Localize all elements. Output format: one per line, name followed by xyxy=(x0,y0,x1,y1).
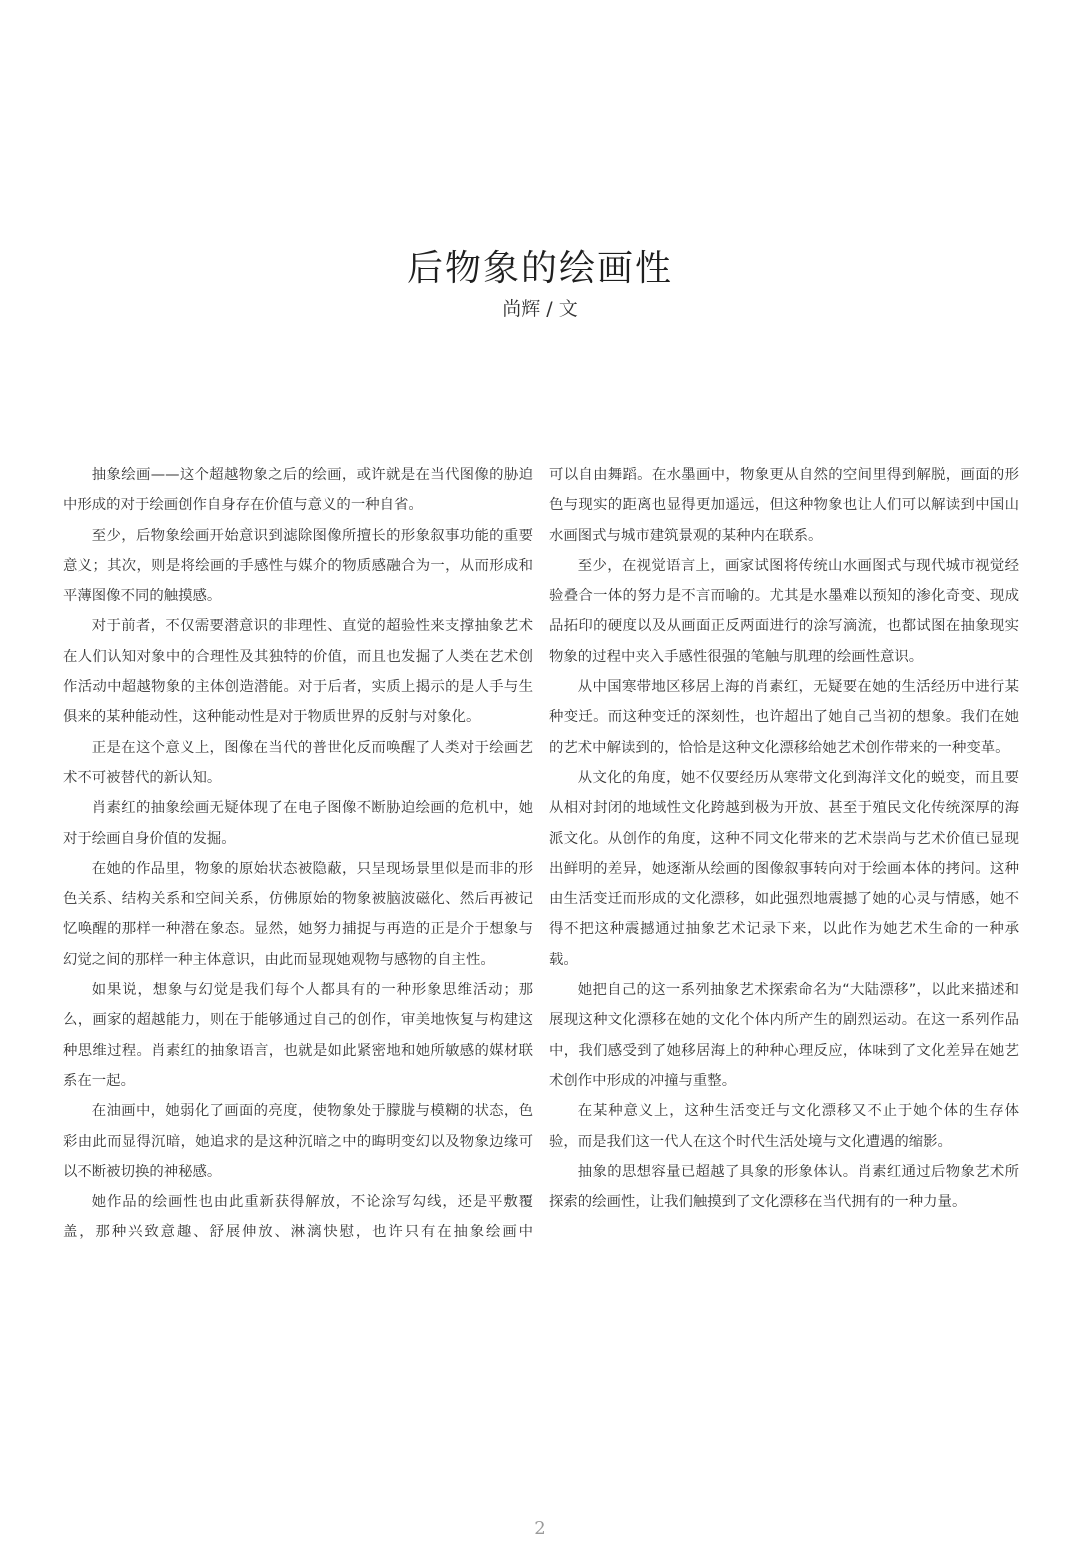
article-byline: 尚辉 / 文 xyxy=(502,298,578,320)
paragraph: 如果说，想象与幻觉是我们每个人都具有的一种形象思维活动；那么，画家的超越能力，则在于能够通过自己的创作，审美地恢复与构建这种思维过程。肖素红的抽象语言，也就是如此紧密地和她所敏感的媒材联系在一起。 xyxy=(63,982,533,1089)
paragraph: 从中国寒带地区移居上海的肖素红，无疑要在她的生活经历中进行某种变迁。而这种变迁的深刻性，也许超出了她自己当初的想象。我们在她的艺术中解读到的，恰恰是这种文化漂移给她艺术创作带来的一种变革。 xyxy=(549,679,1019,756)
paragraph-continued: 她作品的绘画性也由此重新获得解放，不论涂写勾线，还是平敷覆盖，那种兴致意趣、舒展伸放、淋漓快慰，也许只有在抽象绘画中 xyxy=(63,1194,533,1241)
paragraph: 从文化的角度，她不仅要经历从寒带文化到海洋文化的蜕变，而且要从相对封闭的地域性文化跨越到极为开放、甚至于殖民文化传统深厚的海派文化。从创作的角度，这种不同文化带来的艺术崇尚与艺术价值已显现出鲜明的差异，她逐渐从绘画的图像叙事转向对于绘画本体的拷问。这种由生活变迁而形成的文化漂移，如此强烈地震撼了她的心灵与情感，她不得不把这种震撼通过抽象艺术记录下来，以此作为她艺术生命的一种承载。 xyxy=(549,769,1019,968)
paragraph: 在某种意义上，这种生活变迁与文化漂移又不止于她个体的生存体验，而是我们这一代人在这个时代生活处境与文化遭遇的缩影。 xyxy=(549,1103,1019,1150)
paragraph: 抽象的思想容量已超越了具象的形象体认。肖素红通过后物象艺术所探索的绘画性，让我们触摸到了文化漂移在当代拥有的一种力量。 xyxy=(549,1163,1019,1211)
paragraph: 在她的作品里，物象的原始状态被隐蔽，只呈现场景里似是而非的形色关系、结构关系和空间关系，仿佛原始的物象被脑波磁化、然后再被记忆唤醒的那样一种潜在象态。显然，她努力捕捉与再造的正是介于想象与幻觉之间的那样一种主体意识，由此而显现她观物与感物的自主性。 xyxy=(63,860,533,968)
paragraph-continuation: 可以自由舞蹈。在水墨画中，物象更从自然的空间里得到解脱，画面的形色与现实的距离也显得更加遥远，但这种物象也让人们可以解读到中国山水画图式与城市建筑景观的某种内在联系。 xyxy=(549,467,1019,544)
page-number: 2 xyxy=(534,1518,546,1539)
paragraph: 至少，在视觉语言上，画家试图将传统山水画图式与现代城市视觉经验叠合一体的努力是不言而喻的。尤其是水墨难以预知的渗化奇变、现成品拓印的硬度以及从画面正反两面进行的涂写滴流，也都试图在抽象现实物象的过程中夹入手感性很强的笔触与肌理的绘画性意识。 xyxy=(549,557,1019,665)
left-text-column xyxy=(63,460,533,1248)
article-title: 后物象的绘画性 xyxy=(406,248,673,289)
paragraph: 在油画中，她弱化了画面的亮度，使物象处于朦胧与模糊的状态，色彩由此而显得沉暗，她追求的是这种沉暗之中的晦明变幻以及物象边缘可以不断被切换的神秘感。 xyxy=(63,1103,533,1180)
paragraph: 至少，后物象绘画开始意识到滤除图像所擅长的形象叙事功能的重要意义；其次，则是将绘画的手感性与媒介的物质感融合为一，从而形成和平薄图像不同的触摸感。 xyxy=(63,527,533,605)
paragraph: 对于前者，不仅需要潜意识的非理性、直觉的超验性来支撑抽象艺术在人们认知对象中的合理性及其独特的价值，而且也发掘了人类在艺术创作活动中超越物象的主体创造潜能。对于后者，实质上揭示的是人手与生俱来的某种能动性，这种能动性是对于物质世界的反射与对象化。 xyxy=(63,618,533,726)
paragraph: 她把自己的这一系列抽象艺术探索命名为“大陆漂移”，以此来描述和展现这种文化漂移在她的文化个体内所产生的剧烈运动。在这一系列作品中，我们感受到了她移居海上的种种心理反应，体味到了文化差异在她艺术创作中形成的冲撞与重整。 xyxy=(549,982,1019,1089)
right-text-column xyxy=(549,460,1019,1217)
paragraph: 正是在这个意义上，图像在当代的普世化反而唤醒了人类对于绘画艺术不可被替代的新认知。 xyxy=(63,739,533,786)
paragraph: 抽象绘画——这个超越物象之后的绘画，或许就是在当代图像的胁迫中形成的对于绘画创作自身存在价值与意义的一种自省。 xyxy=(63,467,533,514)
paragraph: 肖素红的抽象绘画无疑体现了在电子图像不断胁迫绘画的危机中，她对于绘画自身价值的发掘。 xyxy=(63,800,533,847)
